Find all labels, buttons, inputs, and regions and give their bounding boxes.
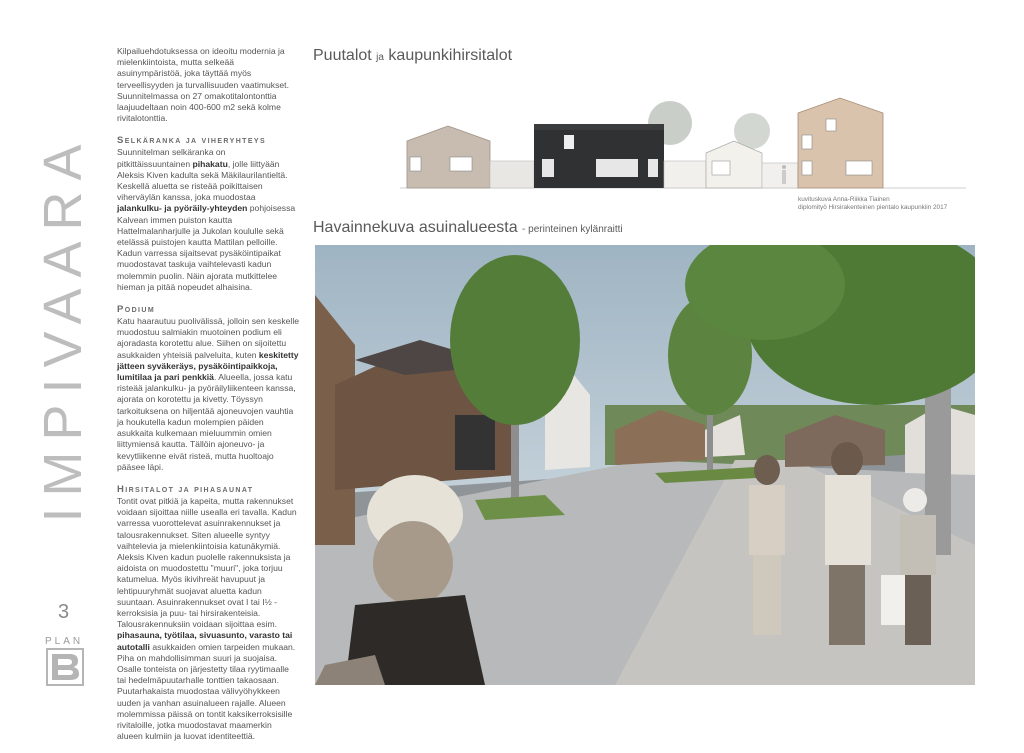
- section-heading-hirsitalot: Hirsitalot ja pihasaunat: [117, 483, 254, 495]
- section-heading-podium: Podium: [117, 304, 156, 316]
- house-4-tall: [798, 98, 883, 188]
- elevation-heading: Puutalot ja kaupunkihirsitalot: [313, 47, 513, 64]
- vertical-title: [33, 48, 93, 608]
- paragraph-podium: Katu haarautuu puolivälissä, jolloin sen keskelle muodostuu salmiakin muotoinen podium eli ajoradasta korotettu alue. Siihen on sijoitettu asukkaiden yhteisiä palveluita, kuten keskitetty jätteen syväkeräys, pysäköintipaikkoja, lumitilaa ja pari penkkiä. Alueella, jossa katu risteää jalankulku- ja pyöräilyliikenteen kanssa, ajorata on korotettu ja kivetty. Töyssyn tarkoituksena on hiljentää ajoneuvojen vauhtia ja houkutella kadun molempien päiden asukkaita kulkemaan mieluummin omien liittymiensä kautta. Tällöin ajoneuvo- ja kevytliikenne eivät risteä, mutta huoltoajo pääsee läpi.: [117, 316, 300, 472]
- house-2-dark: [534, 124, 664, 188]
- vertical-title-text: IMPIVAARA: [33, 133, 93, 523]
- image-credit: kuvituskuva Anna-Riikka Tiainen diplomityö Hirsirakenteinen pientalo kaupunkiin 2017: [798, 196, 948, 211]
- intro-paragraph: Kilpailuehdotuksessa on ideoitu modernia ja mielenkiintoista, mutta selkeää asuinympäristöä, joka täyttää myös terveellisyyden ja turvallisuuden vaatimukset. Suunnitelmassa on 27 omakotitalontonttia laajuudeltaan noin 400-600 m2 sekä kolme rivitalotonttia.: [117, 46, 289, 124]
- house-1: [407, 126, 490, 188]
- street-elevation-drawing: [400, 93, 966, 193]
- paragraph-selkaranka: Suunnitelman selkäranka on pitkittäissuuntainen pihakatu, jolle liittyään Aleksis Kiven kadulta sekä Mäkilaurilantieltä. Keskellä aluetta se risteää poikittaisen viherväylän kanssa, joka muodostaa jalankulku- ja pyöräily-yhteyden pohjoisessa Kalvean immen puiston kautta Hattelmalanharjulle ja Jukolan koululle sekä etelässä puistojen kautta Mattilan pelloille. Kadun varressa sijaitsevat pysäköintipaikat muodostavat taskuja vaihtelevasti kadun molemmin puolin. Näin ajorata mutkittelee hieman ja pitää nopeudet alhaisina.: [117, 147, 296, 292]
- paragraph-hirsitalot: Tontit ovat pitkiä ja kapeita, mutta rakennukset voidaan sijoittaa niille usealla eri tavalla. Kadun varressa vuorottelevat asuinrakennukset ja talousrakennukset. Siten alueelle syntyy vaihtelevia ja mielenkiintoisia katunäkymiä. Aleksis Kiven kadun puolelle rakennuksista ja aidoista on muodostettu "muuri", joka torjuu katumelua. Myös ikivihreät havupuut ja lehtipuuryhmät suojavat aluetta kadun suuntaan. Asuinrakennukset ovat I tai I½ -kerroksisia ja puu- tai hirsirakenteisia. Talousrakennuksiin voidaan sijoittaa esim. pihasauna, työtilaa, sivuasunto, varasto tai autotalli asukkaiden omien tarpeiden mukaan. Piha on mahdollisimman suuri ja suojaisa. Osalle tonteista on järjestetty tilaa ryytimaalle tai hedelmäpuutarhalle tonttien takaosaan. Puutarhakaista muodostaa välivyöhykkeen uuden ja vanhan asuinalueen rajalle. Alueen molemmissa päissä on tontit kaksikerroksisille rivitaloille, jotka muodostavat maamerkin alueen kulmiin ja luovat identiteettiä.: [117, 495, 297, 742]
- text-column: [117, 46, 299, 753]
- page-number: 3: [58, 601, 70, 623]
- plan-b-logo: [46, 648, 84, 686]
- person-figure: [782, 165, 786, 184]
- perspective-illustration: [315, 245, 975, 685]
- section-heading-selkaranka: Selkäranka ja viheryhteys: [117, 135, 267, 147]
- perspective-heading: Havainnekuva asuinalueesta - perinteinen kylänraitti: [313, 219, 623, 236]
- plan-label: PLAN: [45, 636, 84, 647]
